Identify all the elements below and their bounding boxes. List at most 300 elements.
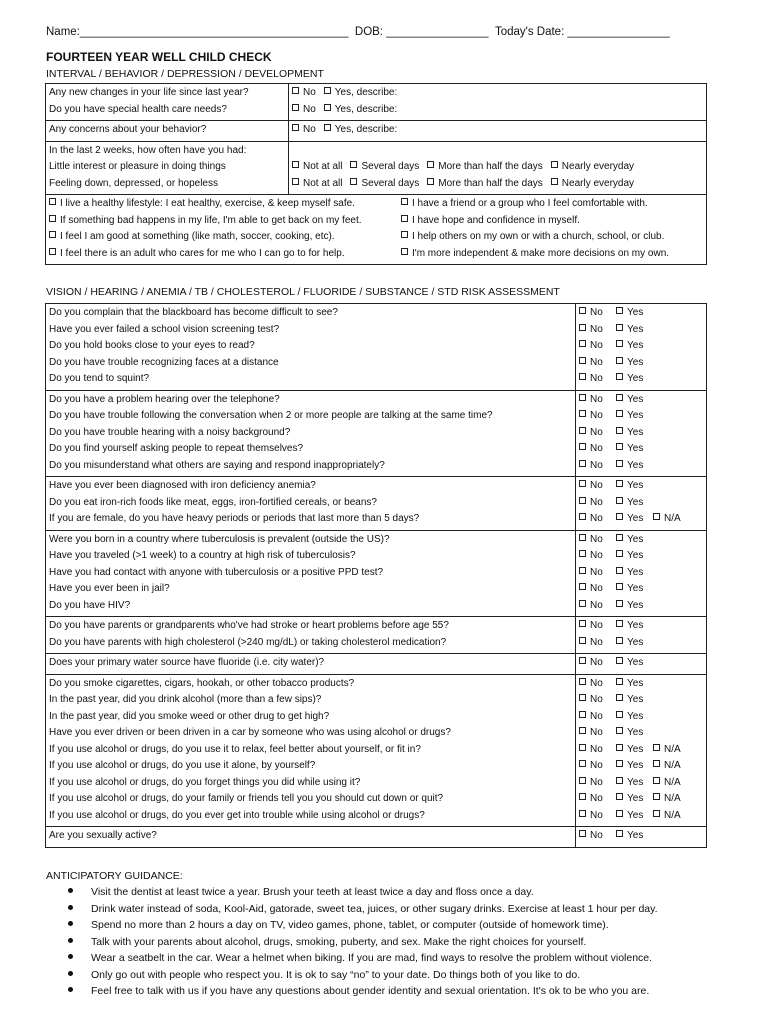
checkbox-icon[interactable] — [579, 744, 586, 751]
guidance-list — [60, 884, 740, 1000]
checkbox-icon[interactable] — [579, 307, 586, 314]
checkbox-icon[interactable] — [653, 793, 660, 800]
question-text: Do you have special health care needs? — [49, 103, 227, 115]
checkbox-icon[interactable] — [292, 124, 299, 131]
answer-option[interactable] — [579, 425, 616, 442]
form-title: FOURTEEN YEAR WELL CHILD CHECK — [46, 50, 272, 64]
answer-option[interactable] — [616, 692, 653, 709]
bullet-icon — [68, 954, 73, 959]
wellbeing-label: I have a friend or a group who I feel comfortable with. — [412, 198, 648, 209]
answer-line — [579, 709, 703, 726]
option-label: Yes — [627, 583, 644, 594]
answer-cell — [576, 827, 707, 848]
answer-option[interactable] — [427, 176, 543, 193]
checkbox-icon[interactable] — [616, 727, 623, 734]
checkbox-icon[interactable] — [616, 678, 623, 685]
answer-option[interactable] — [579, 725, 616, 742]
answer-option[interactable] — [616, 338, 653, 355]
risk-group-row — [46, 674, 707, 827]
checkbox-icon[interactable] — [616, 460, 623, 467]
checkbox-icon[interactable] — [579, 513, 586, 520]
checkbox-icon[interactable] — [324, 104, 331, 111]
answer-option[interactable] — [579, 692, 616, 709]
answer-option[interactable] — [579, 532, 616, 549]
question-text: Feeling down, depressed, or hopeless — [49, 177, 218, 189]
checkbox-icon[interactable] — [616, 307, 623, 314]
option-label: Yes — [627, 760, 644, 771]
answer-option[interactable] — [616, 598, 653, 615]
answer-option[interactable] — [579, 742, 616, 759]
option-label: No — [303, 124, 316, 135]
answer-option[interactable] — [579, 775, 616, 792]
answer-line — [579, 598, 703, 615]
question-text: If you use alcohol or drugs, do you use it alone, by yourself? — [49, 760, 316, 771]
question-text: Do you have parents with high cholesterol (>240 mg/dL) or taking cholesterol medication? — [49, 636, 447, 648]
answer-option[interactable] — [579, 392, 616, 409]
bullet-icon — [68, 921, 73, 926]
guidance-item — [60, 901, 740, 918]
question-text: Do you have HIV? — [49, 599, 131, 611]
checkbox-icon[interactable] — [616, 410, 623, 417]
question-text: If you are female, do you have heavy periods or periods that last more than 5 days? — [49, 513, 420, 524]
answer-option[interactable] — [616, 441, 653, 458]
answer-option[interactable] — [616, 371, 653, 388]
answer-option[interactable] — [579, 565, 616, 582]
checkbox-icon[interactable] — [49, 231, 56, 238]
answer-option[interactable] — [579, 635, 616, 652]
option-label: No — [590, 323, 603, 335]
answer-line — [579, 408, 703, 425]
question-cell — [46, 121, 289, 142]
option-label: N/A — [664, 809, 681, 821]
answer-cell — [576, 390, 707, 477]
question-cell — [46, 827, 576, 848]
name-field[interactable]: __________________________________________ — [79, 26, 349, 38]
answer-option[interactable] — [579, 458, 616, 475]
option-label: N/A — [664, 793, 681, 804]
option-label: N/A — [664, 743, 681, 755]
answer-option[interactable] — [616, 495, 653, 512]
checkbox-icon[interactable] — [616, 567, 623, 574]
answer-option[interactable] — [616, 655, 653, 672]
answer-option[interactable] — [579, 441, 616, 458]
checkbox-icon[interactable] — [653, 810, 660, 817]
bullet-icon — [68, 987, 73, 992]
checkbox-icon[interactable] — [653, 760, 660, 767]
answer-option[interactable] — [579, 598, 616, 615]
answer-option[interactable] — [616, 581, 653, 598]
question-text: If you use alcohol or drugs, do you use it to relax, feel better about yourself, or fit in? — [49, 743, 421, 755]
checkbox-icon[interactable] — [551, 161, 558, 168]
answer-option[interactable] — [616, 478, 653, 495]
guidance-text: Feel free to talk with us if you have any questions about gender identity and sexual orientation. It's ok to be who you are. — [91, 985, 650, 997]
option-label: Yes — [627, 459, 644, 471]
wellbeing-row — [46, 195, 707, 265]
answer-option[interactable] — [350, 176, 419, 193]
risk-group-row — [46, 654, 707, 675]
risk-group-row — [46, 530, 707, 617]
checkbox-icon[interactable] — [616, 340, 623, 347]
answer-line — [579, 828, 703, 845]
answer-option[interactable] — [653, 791, 690, 808]
option-label: No — [590, 677, 603, 689]
checkbox-icon[interactable] — [579, 534, 586, 541]
checkbox-icon[interactable] — [616, 793, 623, 800]
checkbox-icon[interactable] — [49, 198, 56, 205]
checkbox-icon[interactable] — [616, 694, 623, 701]
answer-option[interactable] — [616, 408, 653, 425]
answer-option[interactable] — [579, 305, 616, 322]
answer-option[interactable] — [616, 808, 653, 825]
option-label: Yes — [627, 710, 644, 722]
option-label: No — [590, 830, 603, 841]
checkbox-icon[interactable] — [616, 830, 623, 837]
answer-option[interactable] — [350, 159, 419, 176]
answer-option[interactable] — [616, 511, 653, 528]
option-label: No — [590, 513, 603, 524]
checkbox-icon[interactable] — [579, 550, 586, 557]
answer-option[interactable] — [551, 176, 634, 193]
answer-option[interactable] — [653, 758, 690, 775]
answer-option[interactable] — [616, 742, 653, 759]
answer-option[interactable] — [616, 322, 653, 339]
checkbox-icon[interactable] — [616, 513, 623, 520]
checkbox-icon[interactable] — [579, 324, 586, 331]
answer-option[interactable] — [579, 511, 616, 528]
answer-option[interactable] — [616, 635, 653, 652]
wellbeing-option[interactable] — [49, 196, 401, 213]
checkbox-icon[interactable] — [653, 744, 660, 751]
answer-option[interactable] — [653, 742, 690, 759]
option-label: No — [590, 373, 603, 384]
option-label: No — [590, 443, 603, 454]
answer-option[interactable] — [292, 102, 316, 119]
answer-option[interactable] — [616, 355, 653, 372]
checkbox-icon[interactable] — [401, 231, 408, 238]
answer-option[interactable] — [579, 478, 616, 495]
answer-option[interactable] — [579, 808, 616, 825]
wellbeing-label: I have hope and confidence in myself. — [412, 214, 580, 226]
checkbox-icon[interactable] — [579, 777, 586, 784]
checkbox-icon[interactable] — [49, 248, 56, 255]
guidance-item — [60, 967, 740, 984]
today-date-field[interactable]: ________________ — [567, 26, 670, 38]
question-text: Have you ever been diagnosed with iron deficiency anemia? — [49, 480, 316, 491]
answer-line — [579, 511, 703, 528]
checkbox-icon[interactable] — [579, 637, 586, 644]
answer-option[interactable] — [579, 676, 616, 693]
wellbeing-line — [49, 213, 703, 230]
answer-line — [579, 322, 703, 339]
option-label: Yes — [627, 340, 644, 351]
answer-option[interactable] — [292, 122, 316, 139]
wellbeing-label: I help others on my own or with a church, school, or club. — [412, 231, 665, 242]
guidance-text: Talk with your parents about alcohol, drugs, smoking, puberty, and sex. Make the right choices for yourself. — [91, 935, 587, 948]
question-text: Does your primary water source have fluoride (i.e. city water)? — [49, 657, 325, 668]
answer-option[interactable] — [616, 758, 653, 775]
checkbox-icon[interactable] — [616, 357, 623, 364]
answer-option[interactable] — [616, 828, 653, 845]
answer-line — [579, 565, 703, 582]
answer-line — [579, 775, 703, 792]
checkbox-icon[interactable] — [616, 394, 623, 401]
checkbox-icon[interactable] — [616, 744, 623, 751]
checkbox-icon[interactable] — [616, 600, 623, 607]
answer-option[interactable] — [616, 548, 653, 565]
answer-option[interactable] — [324, 122, 397, 139]
checkbox-icon[interactable] — [579, 830, 586, 837]
option-label: No — [590, 710, 603, 722]
answer-option[interactable] — [579, 322, 616, 339]
answer-cell — [576, 530, 707, 617]
answer-option[interactable] — [292, 85, 316, 102]
answer-option[interactable] — [427, 159, 543, 176]
question-cell — [46, 304, 576, 391]
answer-option[interactable] — [579, 618, 616, 635]
checkbox-icon[interactable] — [579, 480, 586, 487]
checkbox-icon[interactable] — [579, 340, 586, 347]
option-label: N/A — [664, 776, 681, 788]
answer-option[interactable] — [616, 709, 653, 726]
checkbox-icon[interactable] — [616, 480, 623, 487]
checkbox-icon[interactable] — [579, 394, 586, 401]
question-cell — [46, 530, 576, 617]
answer-option[interactable] — [579, 408, 616, 425]
option-label: Yes — [627, 727, 644, 738]
checkbox-icon[interactable] — [616, 427, 623, 434]
checkbox-icon[interactable] — [616, 760, 623, 767]
checkbox-icon[interactable] — [579, 567, 586, 574]
checkbox-icon[interactable] — [616, 550, 623, 557]
answer-option[interactable] — [292, 159, 342, 176]
answer-option[interactable] — [579, 758, 616, 775]
question-text: Do you smoke cigarettes, cigars, hookah, or other tobacco products? — [49, 677, 355, 689]
risk-group-row — [46, 477, 707, 531]
answer-option[interactable] — [616, 458, 653, 475]
checkbox-icon[interactable] — [653, 777, 660, 784]
checkbox-icon[interactable] — [324, 124, 331, 131]
question-cell — [46, 674, 576, 827]
answer-option[interactable] — [579, 828, 616, 845]
question-text: Are you sexually active? — [49, 830, 157, 841]
checkbox-icon[interactable] — [616, 497, 623, 504]
option-label: Not at all — [303, 161, 343, 172]
question-text: Do you complain that the blackboard has become difficult to see? — [49, 307, 338, 318]
answer-line — [579, 725, 703, 742]
today-date-label: Today's Date: — [494, 26, 565, 38]
option-label: Yes — [627, 550, 644, 561]
checkbox-icon[interactable] — [579, 678, 586, 685]
option-label: No — [590, 426, 603, 438]
interval-behavior-table — [45, 83, 707, 265]
checkbox-icon[interactable] — [616, 583, 623, 590]
option-label: No — [590, 550, 603, 561]
answer-option[interactable] — [579, 371, 616, 388]
question-text: Little interest or pleasure in doing things — [49, 161, 226, 172]
answer-option[interactable] — [653, 775, 690, 792]
checkbox-icon[interactable] — [579, 727, 586, 734]
answer-line — [292, 176, 703, 193]
answer-cell — [576, 674, 707, 827]
answer-option[interactable] — [616, 618, 653, 635]
question-text: Any concerns about your behavior? — [49, 124, 207, 135]
question-row — [46, 141, 707, 195]
bullet-icon — [68, 888, 73, 893]
option-label: No — [590, 776, 603, 788]
wellbeing-option[interactable] — [401, 215, 580, 226]
answer-option[interactable] — [579, 338, 616, 355]
answer-option[interactable] — [616, 775, 653, 792]
option-label: No — [590, 307, 603, 318]
checkbox-icon[interactable] — [292, 161, 299, 168]
option-label: Several days — [361, 161, 420, 172]
question-text: Were you born in a country where tuberculosis is prevalent (outside the US)? — [49, 533, 390, 545]
question-text: If you use alcohol or drugs, do you forget things you did while using it? — [49, 776, 361, 788]
bullet-icon — [68, 905, 73, 910]
checkbox-icon[interactable] — [579, 600, 586, 607]
answer-option[interactable] — [579, 355, 616, 372]
checkbox-icon[interactable] — [653, 513, 660, 520]
checkbox-icon[interactable] — [579, 497, 586, 504]
option-label: No — [590, 566, 603, 578]
checkbox-icon[interactable] — [579, 410, 586, 417]
option-label: No — [590, 657, 603, 668]
answer-option[interactable] — [292, 176, 342, 193]
option-label: No — [590, 694, 603, 705]
answer-option[interactable] — [579, 709, 616, 726]
answer-option[interactable] — [616, 676, 653, 693]
checkbox-icon[interactable] — [350, 178, 357, 185]
option-label: No — [590, 809, 603, 821]
checkbox-icon[interactable] — [579, 583, 586, 590]
option-label: Yes — [627, 426, 644, 438]
question-cell — [46, 654, 576, 675]
answer-line — [579, 495, 703, 512]
answer-option[interactable] — [653, 808, 690, 825]
checkbox-icon[interactable] — [579, 443, 586, 450]
risk-group-row — [46, 390, 707, 477]
answer-option[interactable] — [616, 565, 653, 582]
checkbox-icon[interactable] — [579, 694, 586, 701]
option-label: No — [590, 340, 603, 351]
checkbox-icon[interactable] — [616, 620, 623, 627]
wellbeing-option[interactable] — [401, 198, 648, 209]
answer-cell — [289, 121, 707, 142]
checkbox-icon[interactable] — [616, 637, 623, 644]
checkbox-icon[interactable] — [324, 87, 331, 94]
checkbox-icon[interactable] — [579, 711, 586, 718]
checkbox-icon[interactable] — [616, 324, 623, 331]
option-label: Yes — [627, 620, 644, 631]
checkbox-icon[interactable] — [616, 810, 623, 817]
option-label: No — [303, 103, 316, 115]
option-label: Yes — [627, 657, 644, 668]
answer-option[interactable] — [616, 305, 653, 322]
answer-option[interactable] — [616, 392, 653, 409]
section-heading-guidance: ANTICIPATORY GUIDANCE: — [46, 870, 183, 882]
checkbox-icon[interactable] — [579, 427, 586, 434]
question-text: In the past year, did you smoke weed or other drug to get high? — [49, 710, 330, 722]
wellbeing-option[interactable] — [401, 248, 669, 259]
checkbox-icon[interactable] — [401, 215, 408, 222]
guidance-item — [60, 983, 740, 1000]
checkbox-icon[interactable] — [427, 178, 434, 185]
option-label: Yes — [627, 356, 644, 368]
checkbox-icon[interactable] — [292, 178, 299, 185]
answer-option[interactable] — [616, 725, 653, 742]
risk-assessment-table — [45, 303, 707, 848]
answer-option[interactable] — [579, 655, 616, 672]
answer-option[interactable] — [324, 85, 397, 102]
wellbeing-option[interactable] — [49, 213, 401, 230]
checkbox-icon[interactable] — [616, 534, 623, 541]
checkbox-icon[interactable] — [579, 620, 586, 627]
answer-line — [579, 758, 703, 775]
checkbox-icon[interactable] — [579, 810, 586, 817]
bullet-icon — [68, 971, 73, 976]
wellbeing-label: I'm more independent & make more decisions on my own. — [412, 247, 670, 259]
answer-option[interactable] — [579, 791, 616, 808]
answer-option[interactable] — [616, 532, 653, 549]
checkbox-icon[interactable] — [551, 178, 558, 185]
answer-option[interactable] — [579, 581, 616, 598]
checkbox-icon[interactable] — [616, 711, 623, 718]
checkbox-icon[interactable] — [579, 373, 586, 380]
checkbox-icon[interactable] — [616, 657, 623, 664]
answer-option[interactable] — [324, 102, 397, 119]
wellbeing-option[interactable] — [49, 246, 401, 263]
checkbox-icon[interactable] — [579, 357, 586, 364]
checkbox-icon[interactable] — [401, 248, 408, 255]
question-text: In the last 2 weeks, how often have you had: — [49, 144, 247, 156]
question-text: Do you have trouble following the conversation when 2 or more people are talking at the same time? — [49, 410, 493, 421]
spacer — [292, 143, 703, 160]
wellbeing-cell — [46, 195, 707, 265]
answer-option[interactable] — [579, 495, 616, 512]
answer-option[interactable] — [579, 548, 616, 565]
option-label: No — [590, 459, 603, 471]
wellbeing-option[interactable] — [49, 229, 401, 246]
answer-option[interactable] — [616, 791, 653, 808]
checkbox-icon[interactable] — [350, 161, 357, 168]
checkbox-icon[interactable] — [579, 793, 586, 800]
question-text: In the past year, did you drink alcohol (more than a few sips)? — [49, 694, 322, 705]
name-label: Name: — [46, 26, 80, 38]
guidance-item — [60, 950, 740, 967]
answer-option[interactable] — [616, 425, 653, 442]
answer-line — [292, 102, 703, 119]
wellbeing-line — [49, 246, 703, 263]
checkbox-icon[interactable] — [579, 460, 586, 467]
checkbox-icon[interactable] — [616, 443, 623, 450]
answer-option[interactable] — [551, 159, 634, 176]
checkbox-icon[interactable] — [292, 87, 299, 94]
wellbeing-label: I live a healthy lifestyle: I eat healthy, exercise, & keep myself safe. — [60, 198, 355, 209]
checkbox-icon[interactable] — [49, 215, 56, 222]
checkbox-icon[interactable] — [292, 104, 299, 111]
wellbeing-option[interactable] — [401, 231, 664, 242]
checkbox-icon[interactable] — [579, 657, 586, 664]
dob-field[interactable]: ________________ — [386, 26, 489, 38]
checkbox-icon[interactable] — [616, 373, 623, 380]
checkbox-icon[interactable] — [579, 760, 586, 767]
answer-cell — [576, 617, 707, 654]
option-label: No — [590, 480, 603, 491]
checkbox-icon[interactable] — [427, 161, 434, 168]
checkbox-icon[interactable] — [616, 777, 623, 784]
answer-option[interactable] — [653, 511, 690, 528]
checkbox-icon[interactable] — [401, 198, 408, 205]
